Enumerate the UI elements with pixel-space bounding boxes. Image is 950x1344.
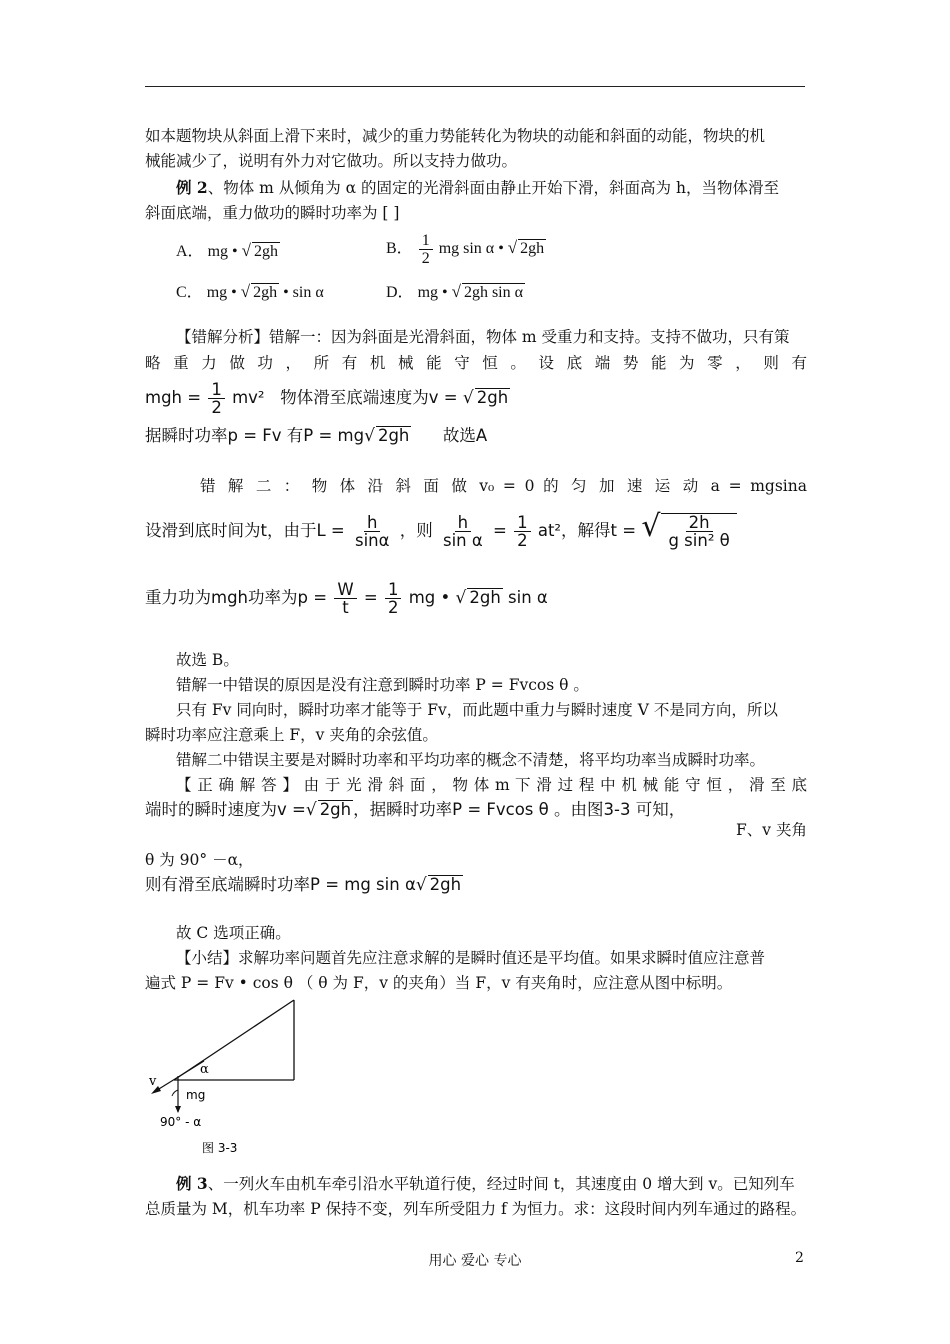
mg-label: mg <box>186 1088 206 1102</box>
equation-part: mv² <box>232 388 265 407</box>
equation-part: ，据瞬时功率P = Fvcos θ 。由图3-3 可知， <box>353 800 686 819</box>
analysis-line: 【错解分析】错解一：因为斜面是光滑斜面，物体 m 受重力和支持。支持不做功，只有策 <box>176 328 790 346</box>
text-line: 故选 B。 <box>176 651 239 669</box>
example-3-text: 、一列火车由机车牵引沿水平轨道行使，经过时间 t，其速度由 0 增大到 v。已知列车 <box>207 1175 795 1193</box>
text-line: 错解二中错误主要是对瞬时功率和平均功率的概念不清楚，将平均功率当成瞬时功率。 <box>176 751 766 769</box>
analysis-line: 略 重 力 做 功 ， 所 有 机 械 能 守 恒 。 设 底 端 势 能 为 零 ， 则 有 <box>145 354 807 372</box>
alpha-label: α <box>200 1062 209 1077</box>
radicand: 2gh <box>377 426 410 445</box>
figure-caption: 图 3-3 <box>202 1141 238 1155</box>
text-line: 瞬时功率应注意乘上 F，v 夹角的余弦值。 <box>145 726 438 744</box>
fraction: $\frac{h}{\text{sin α}}$ <box>443 513 483 550</box>
radicand: 2gh <box>253 284 278 301</box>
equation-line <box>145 574 807 624</box>
sqrt-icon: √ <box>240 282 251 301</box>
fraction: $\frac{1}{2}$ <box>419 232 433 267</box>
fraction: $\frac{1}{2}$ <box>208 381 225 416</box>
fraction: $\frac{2h}{\text{g sin² θ}}$ <box>668 513 730 550</box>
example-3-line: 总质量为 M，机车功率 P 保持不变，列车所受阻力 f 为恒力。求：这段时间内列车通过的路程。 <box>145 1200 807 1218</box>
option-d-expr: mg • <box>417 284 448 301</box>
equation-part: mg • <box>408 588 451 607</box>
equation-part: 物体滑至底端速度为v = <box>280 388 458 407</box>
example-2-label: 例 2 <box>176 178 208 197</box>
example-2-line <box>145 176 838 200</box>
sqrt-icon: √ <box>364 426 375 446</box>
option-d <box>386 280 586 305</box>
equation-part: 故选A <box>442 426 488 445</box>
sqrt-icon: √ <box>455 588 467 608</box>
sqrt-icon: √ <box>451 282 461 301</box>
option-d-label: D． <box>386 284 414 301</box>
example-2-line: 斜面底端，重力做功的瞬时功率为 [ ] <box>145 204 400 222</box>
example-3-line <box>145 1172 838 1196</box>
fraction: $\frac{h}{\sin\alpha}$ <box>354 513 390 550</box>
option-c-expr: mg • <box>206 284 237 301</box>
equation-line <box>145 424 807 448</box>
radicand: 2gh <box>319 800 352 819</box>
option-b-expr: mg sin α • <box>438 240 504 257</box>
option-a-label: A． <box>176 243 204 260</box>
text-line: F、v 夹角 <box>736 821 807 839</box>
text-line: 错解一中错误的原因是没有注意到瞬时功率 P = Fvcos θ 。 <box>176 676 589 694</box>
option-b-label: B． <box>386 240 413 257</box>
sqrt-icon: √ <box>462 388 474 408</box>
figure-3-3 <box>142 992 312 1166</box>
sqrt-icon: √ <box>241 241 251 260</box>
radicand <box>661 513 736 549</box>
equation-part: 则有滑至底端瞬时功率P = mg sin α <box>145 875 416 894</box>
equation-part: at²，解得t = <box>537 521 637 540</box>
equation-part: 端时的瞬时速度为v = <box>145 800 306 819</box>
text-line: θ 为 90° －α， <box>145 851 254 869</box>
summary-line: 【小结】求解功率问题首先应注意求解的是瞬时值还是平均值。如果求瞬时值应注意普 <box>176 949 766 967</box>
summary-line: 遍式 P = Fv • cos θ （ θ 为 F，v 的夹角）当 F，v 有夹角时，应注意从图中标明。 <box>145 974 733 992</box>
radicand: 2gh <box>429 875 462 894</box>
equation-part: 据瞬时功率p = Fv 有P = mg <box>145 426 365 445</box>
equation-part: = <box>363 588 378 607</box>
option-c <box>176 280 376 305</box>
option-b <box>386 226 646 272</box>
paragraph-line: 如本题物块从斜面上滑下来时，减少的重力势能转化为物块的动能和斜面的动能，物块的机 <box>145 127 766 145</box>
equation-part: 设滑到底时间为t，由于L = <box>145 521 345 540</box>
equation-line <box>145 873 807 897</box>
equation-part: ，则 <box>399 521 433 540</box>
option-c-label: C． <box>176 284 203 301</box>
equation-part: 重力功为mgh功率为p = <box>145 588 328 607</box>
radicand: 2gh <box>520 240 545 257</box>
correct-answer-line: 【 正 确 解 答 】 由 于 光 滑 斜 面 ， 物 体 m 下 滑 过 程 中 机 械 能 守 恒 ， 滑 至 底 <box>176 776 807 794</box>
example-3-label: 例 3 <box>176 1174 208 1193</box>
equation-part: mgh = <box>145 388 202 407</box>
angle-label: 90° - α <box>160 1115 202 1129</box>
equation-line <box>145 500 807 556</box>
sqrt-icon: √ <box>641 509 661 544</box>
equation-part: sin α <box>508 588 548 607</box>
equation-part: = <box>493 521 507 540</box>
radicand: 2gh <box>253 243 278 260</box>
option-a-expr: mg • <box>207 243 238 260</box>
v-label: v <box>149 1074 157 1089</box>
paragraph-line: 械能减少了，说明有外力对它做功。所以支持力做功。 <box>145 152 518 170</box>
fraction: $\frac{1}{2}$ <box>385 581 402 616</box>
wrong-two-line: 错 解 二 ： 物 体 沿 斜 面 做 v₀ = 0 的 匀 加 速 运 动 a = mgsina <box>200 477 807 495</box>
radicand: 2gh <box>469 588 501 607</box>
page-number: 2 <box>795 1250 804 1266</box>
example-2-text: 、物体 m 从倾角为 α 的固定的光滑斜面由静止开始下滑，斜面高为 h，当物体滑至 <box>207 179 779 197</box>
equation-line <box>145 376 807 422</box>
sqrt-icon: √ <box>415 875 427 895</box>
option-c-expr: • sin α <box>283 284 324 301</box>
radicand: 2gh <box>476 388 509 407</box>
incline-diagram <box>142 992 312 1162</box>
fraction: $\frac{1}{2}$ <box>514 514 531 549</box>
radicand: 2gh sin α <box>463 284 524 301</box>
fraction: $\frac{W}{t}$ <box>334 581 356 616</box>
sqrt-icon: √ <box>305 800 317 820</box>
text-line: 只有 Fv 同向时，瞬时功率才能等于 Fv，而此题中重力与瞬时速度 V 不是同方向，所以 <box>176 701 778 719</box>
sqrt-icon: √ <box>507 238 518 257</box>
header-rule <box>145 86 805 87</box>
footer-center: 用心 爱心 专心 <box>428 1253 522 1269</box>
text-line: 故 C 选项正确。 <box>176 924 291 942</box>
